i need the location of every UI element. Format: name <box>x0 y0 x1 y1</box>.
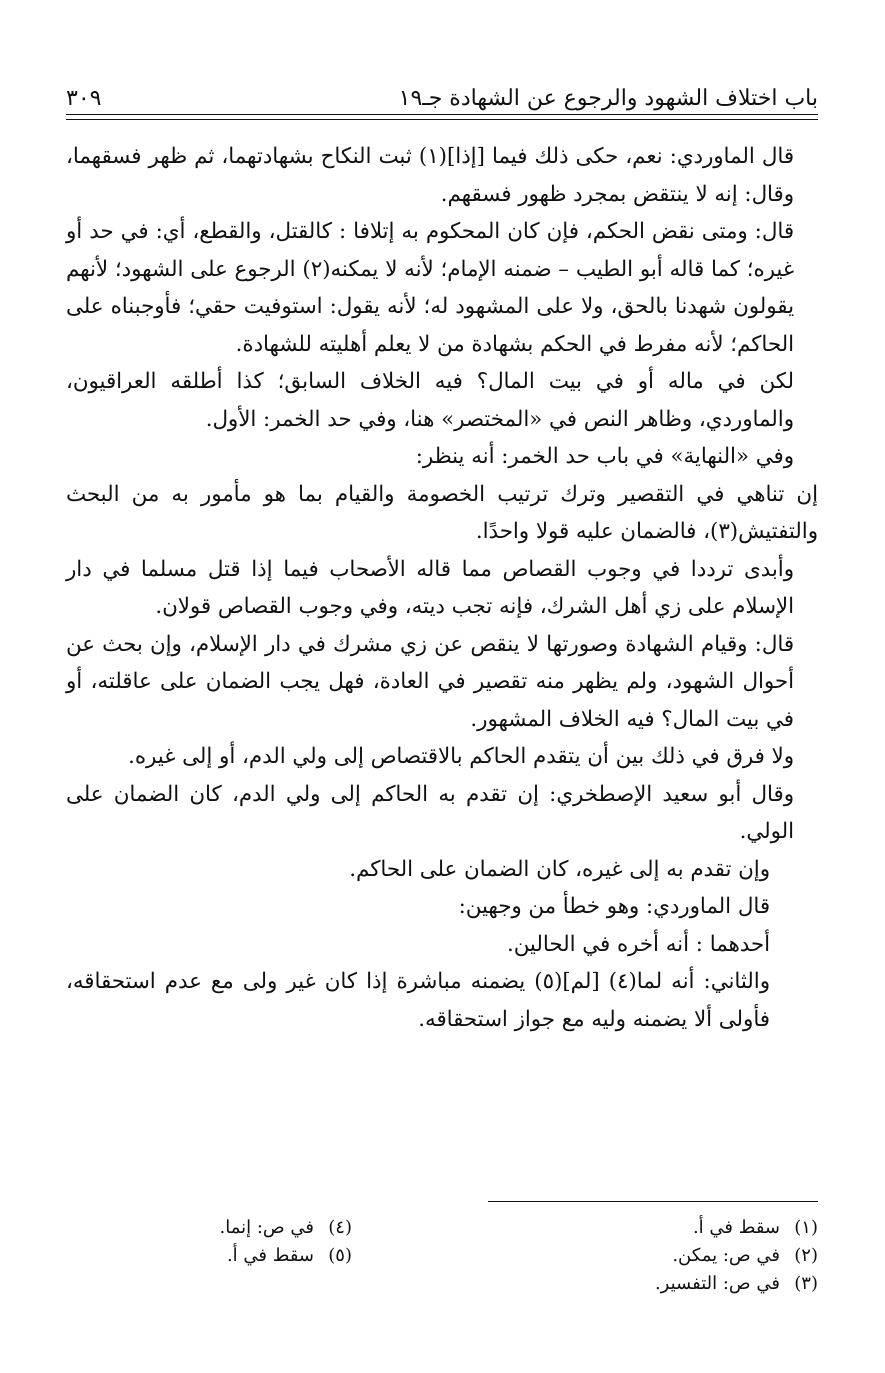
footnote-rule <box>488 1201 818 1202</box>
footnote <box>442 1270 818 1298</box>
main-text <box>66 138 818 1038</box>
running-header <box>66 72 818 112</box>
footnotes-column-left <box>66 1214 442 1298</box>
footnotes-column-right <box>442 1214 818 1298</box>
paragraph: قال: ومتى نقض الحكم، فإن كان المحكوم به إتلافا : كالقتل، والقطع، أي: في حد أو غيره؛ كما قاله أبو الطيب – ضمنه الإمام؛ لأنه لا يمكنه(٢) الرجوع على الشهود؛ لأنهم يقولون شهدنا بالحق، ولا على المشهود له؛ لأنه يقول: استوفيت حقي؛ فأوجبناه على الحاكم؛ لأنه مفرط في الحكم بشهادة من لا يعلم أهليته للشهادة. <box>66 219 794 357</box>
footnote-number: (٢) <box>794 1245 818 1266</box>
footnotes <box>66 1214 818 1298</box>
paragraph: قال الماوردي: نعم، حكى ذلك فيما [إذا](١) ثبت النكاح بشهادتهما، ثم ظهر فسقهما، وقال: إنه لا ينتقض بمجرد ظهور فسقهم. <box>66 144 794 207</box>
footnote-text: سقط في أ. <box>692 1217 780 1238</box>
paragraph: أحدهما : أنه أخره في الحالين. <box>506 931 770 957</box>
footnote-text: في ص: التفسير. <box>654 1273 780 1294</box>
paragraph: وإن تقدم به إلى غيره، كان الضمان على الحاكم. <box>349 856 770 882</box>
header-rule <box>66 114 818 115</box>
paragraph: قال: وقيام الشهادة وصورتها لا ينقص عن زي مشرك في دار الإسلام، وإن بحث عن أحوال الشهود، ولم يظهر منه تقصير في العادة، فهل يجب الضمان على عاقلته، أو في بيت المال؟ فيه الخلاف المشهور. <box>66 631 794 732</box>
footnote <box>442 1214 818 1242</box>
footnote-number: (٣) <box>794 1273 818 1294</box>
header-rule-thin <box>66 119 818 120</box>
paragraph: وقال أبو سعيد الإصطخري: إن تقدم به الحاكم إلى ولي الدم، كان الضمان على الولي. <box>66 781 794 844</box>
paragraph: قال الماوردي: وهو خطأ من وجهين: <box>458 894 770 919</box>
paragraph: والثاني: أنه لما(٤) [لم](٥) يضمنه مباشرة إذا كان غير ولى مع عدم استحقاقه، فأولى ألا يضمنه وليه مع جواز استحقاقه. <box>66 969 770 1032</box>
paragraph: وفي «النهاية» في باب حد الخمر: أنه ينظر: <box>415 444 794 469</box>
paragraph: وأبدى ترددا في وجوب القصاص مما قاله الأصحاب فيما إذا قتل مسلما في دار الإسلام على زي أهل الشرك، فإنه تجب ديته، وفي وجوب القصاص قولان. <box>66 556 794 619</box>
footnote-text: سقط في أ. <box>226 1245 314 1266</box>
paragraph: إن تناهي في التقصير وترك ترتيب الخصومة والقيام بما هو مأمور به من البحث والتفتيش(٣)، فالضمان عليه قولا واحدًا. <box>66 481 818 544</box>
footnote <box>442 1242 818 1270</box>
paragraph: لكن في ماله أو في بيت المال؟ فيه الخلاف السابق؛ كذا أطلقه العراقيون، والماوردي، وظاهر النص في «المختصر» هنا، وفي حد الخمر: الأول. <box>66 369 794 432</box>
footnote-number: (١) <box>794 1217 818 1238</box>
footnote-number: (٥) <box>328 1245 352 1266</box>
footnote <box>66 1214 352 1242</box>
header-title: باب اختلاف الشهود والرجوع عن الشهادة جـ١٩ <box>398 85 818 111</box>
footnote-text: في ص: يمكن. <box>672 1245 780 1266</box>
page-number: ٣٠٩ <box>66 85 102 111</box>
footnote-text: في ص: إنما. <box>219 1217 314 1238</box>
footnote <box>66 1242 352 1270</box>
footnote-number: (٤) <box>328 1217 352 1238</box>
paragraph: ولا فرق في ذلك بين أن يتقدم الحاكم بالاقتصاص إلى ولي الدم، أو إلى غيره. <box>128 744 794 769</box>
